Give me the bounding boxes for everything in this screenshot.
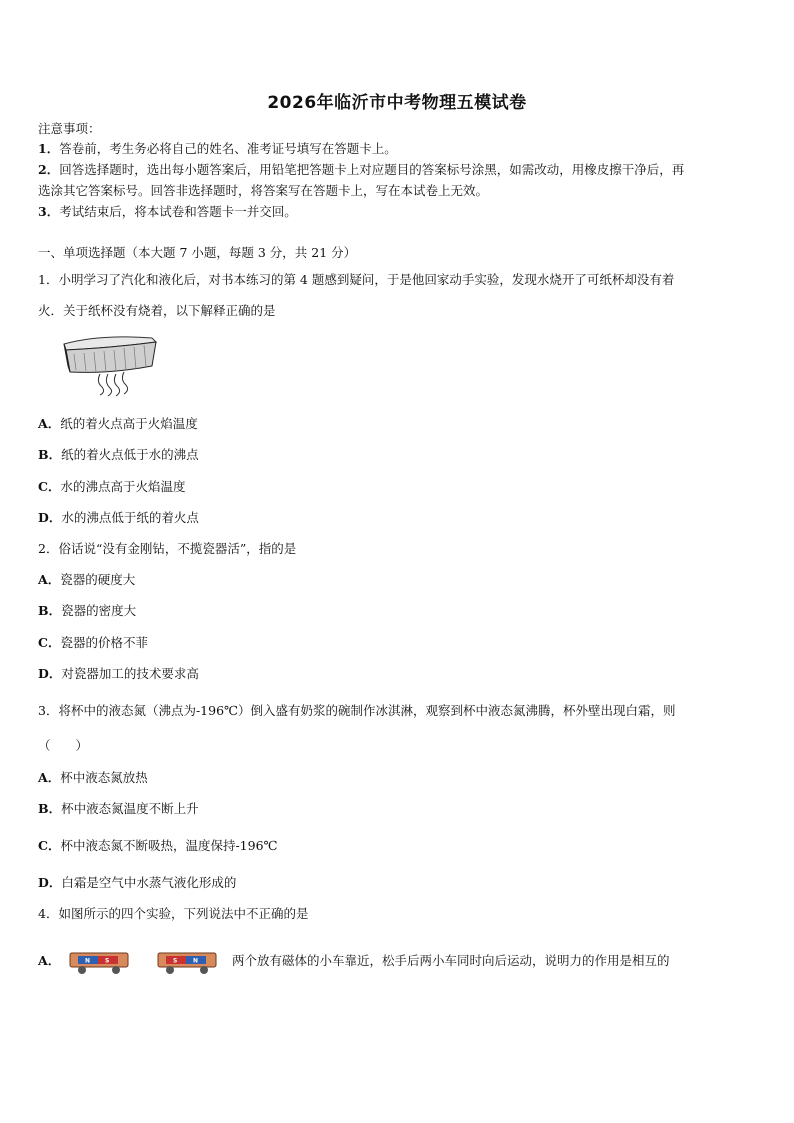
option-text: 瓷器的硬度大	[60, 572, 136, 587]
question-2-option-b	[38, 603, 136, 619]
option-text: 水的沸点低于纸的着火点	[61, 510, 199, 525]
option-text: 水的沸点高于火焰温度	[60, 479, 186, 494]
question-1-option-b	[38, 447, 199, 463]
option-letter: B．	[38, 801, 62, 816]
option-letter: D．	[38, 875, 62, 890]
option-text: 纸的着火点高于火焰温度	[60, 416, 198, 431]
option-letter: A．	[38, 770, 61, 785]
option-letter: B．	[38, 447, 62, 462]
option-text: 杯中液态氮不断吸热，温度保持-196℃	[60, 838, 278, 853]
notice-item	[38, 162, 684, 178]
question-1-option-d	[38, 510, 199, 526]
paper-box-illustration-icon	[60, 332, 160, 398]
question-3-option-a	[38, 770, 148, 786]
question-4-option-a-text: 两个放有磁体的小车靠近，松手后两小车同时向后运动，说明力的作用是相互的	[232, 953, 670, 968]
option-text: 瓷器的价格不菲	[60, 635, 148, 650]
notice-item-text: 答卷前，考生务必将自己的姓名、准考证号填写在答题卡上。	[59, 141, 397, 156]
section-heading: 一、单项选择题（本大题 7 小题，每题 3 分，共 21 分）	[38, 245, 357, 260]
magnet-pole-label: N	[193, 957, 199, 965]
option-letter: D．	[38, 510, 62, 525]
option-text: 对瓷器加工的技术要求高	[61, 666, 199, 681]
notice-item-text: 选涂其它答案标号。回答非选择题时，将答案写在答题卡上，写在本试卷上无效。	[38, 183, 489, 198]
option-letter: A．	[38, 572, 61, 587]
option-text: 白霜是空气中水蒸气液化形成的	[61, 875, 237, 890]
notice-item-text: 考试结束后，将本试卷和答题卡一并交回。	[59, 204, 297, 219]
question-2-option-a	[38, 572, 135, 588]
option-text: 杯中液态氮放热	[60, 770, 148, 785]
option-text: 纸的着火点低于水的沸点	[61, 447, 199, 462]
question-1-stem-cont: 火．关于纸杯没有烧着，以下解释正确的是	[38, 303, 276, 318]
notice-item	[38, 183, 488, 199]
option-text: 瓷器的密度大	[61, 603, 137, 618]
question-4-stem: 4．如图所示的四个实验，下列说法中不正确的是	[38, 906, 309, 921]
notice-item	[38, 141, 397, 157]
question-3-stem-cont: （ ）	[38, 738, 89, 753]
notice-item-number: 1．	[38, 141, 60, 156]
notice-heading: 注意事项：	[38, 121, 101, 136]
question-3-option-b	[38, 801, 199, 817]
question-1-stem: 1．小明学习了汽化和液化后，对书本练习的第 4 题感到疑问，于是他回家动手实验，发现水烧开了可纸杯却没有着	[38, 272, 675, 287]
question-3-option-d	[38, 875, 236, 891]
magnet-pole-label: S	[105, 957, 110, 965]
option-letter: C．	[38, 838, 61, 853]
question-3-stem: 3．将杯中的液态氮（沸点为-196℃）倒入盛有奶浆的碗制作冰淇淋，观察到杯中液态氮沸腾，杯外壁出现白霜，则	[38, 703, 676, 718]
magnet-pole-label: S	[173, 957, 178, 965]
option-letter: C．	[38, 479, 61, 494]
notice-item-number: 2．	[38, 162, 60, 177]
option-letter: A．	[38, 953, 61, 968]
magnet-cars-illustration-icon	[68, 947, 228, 977]
option-letter: D．	[38, 666, 62, 681]
option-text: 杯中液态氮温度不断上升	[61, 801, 199, 816]
question-4-option-a-letter	[38, 953, 60, 969]
question-1-option-a	[38, 416, 198, 432]
paper-cup-figure	[60, 332, 160, 398]
magnet-pole-label: N	[85, 957, 91, 965]
question-1-option-c	[38, 479, 185, 495]
question-2-option-d	[38, 666, 199, 682]
question-3-option-c	[38, 838, 278, 854]
option-letter: C．	[38, 635, 61, 650]
option-letter: A．	[38, 416, 61, 431]
question-2-option-c	[38, 635, 148, 651]
notice-item	[38, 204, 297, 220]
magnet-cars-figure	[68, 947, 228, 977]
notice-item-number: 3．	[38, 204, 60, 219]
notice-item-text: 回答选择题时，选出每小题答案后，用铅笔把答题卡上对应题目的答案标号涂黑，如需改动，用橡皮擦干净后，再	[59, 162, 685, 177]
exam-title: 2026年临沂市中考物理五模试卷	[267, 93, 527, 113]
option-letter: B．	[38, 603, 62, 618]
question-2-stem: 2．俗话说“没有金刚钻，不揽瓷器活”，指的是	[38, 541, 297, 556]
